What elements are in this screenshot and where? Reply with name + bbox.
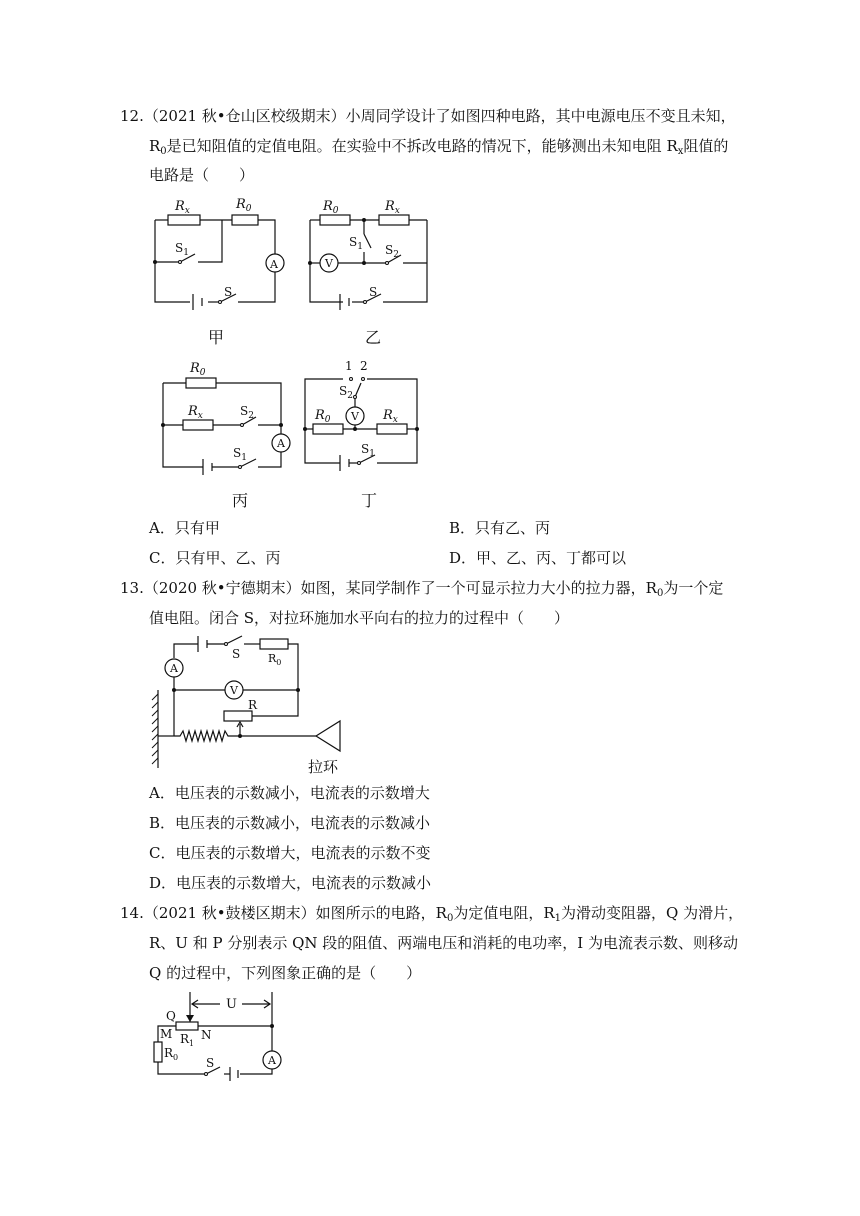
q12-option-a[interactable]: A．只有甲 <box>149 519 220 537</box>
q13-r0-label: $R_0$ <box>268 652 282 667</box>
q13-option-a[interactable]: A．电压表的示数减小，电流表的示数增大 <box>149 784 430 802</box>
q13-pull-ring-label: 拉环 <box>308 758 339 776</box>
jia-r0-label: $R_0$ <box>236 197 252 214</box>
q14-ammeter-label: A <box>268 1054 276 1067</box>
q13-option-b[interactable]: B．电压表的示数减小，电流表的示数减小 <box>149 814 431 832</box>
caption-ding: 丁 <box>361 491 378 510</box>
ding-rx-label: $R_x$ <box>383 408 398 425</box>
circuit-jia-diagram <box>140 190 300 320</box>
q14-n-label: N <box>201 1028 212 1042</box>
q12-option-d[interactable]: D．甲、乙、丙、丁都可以 <box>449 549 627 567</box>
q13-option-c[interactable]: C．电压表的示数增大，电流表的示数不变 <box>149 844 431 862</box>
yi-rx-label: $R_x$ <box>385 199 400 216</box>
bing-rx-label: $R_x$ <box>188 404 203 421</box>
q13-switch-label: S <box>232 647 241 661</box>
q12-line3: 电路是（ ） <box>149 166 255 184</box>
q14-line3: Q 的过程中，下列图象正确的是（ ） <box>149 964 422 982</box>
bing-r0-label: $R_0$ <box>190 361 206 378</box>
yi-s2-label: $S_2$ <box>385 243 399 260</box>
bing-s2-label: $S_2$ <box>240 404 254 421</box>
q13-option-d[interactable]: D．电压表的示数增大，电流表的示数减小 <box>149 874 432 892</box>
tension-meter-diagram <box>148 632 378 777</box>
bing-ammeter-label: A <box>277 437 285 450</box>
q12-line2: $R_0$是已知阻值的定值电阻。在实验中不拆改电路的情况下，能够测出未知电阻 $R_x$阻值的 <box>149 137 729 157</box>
q14-r1-label: $R_1$ <box>180 1032 195 1048</box>
ding-label-2: 2 <box>360 359 368 373</box>
jia-s1-label: $S_1$ <box>175 241 189 258</box>
jia-ammeter-label: A <box>270 258 278 271</box>
ding-r0-label: $R_0$ <box>315 408 331 425</box>
q14-switch-label: S <box>206 1056 215 1070</box>
q12-option-c[interactable]: C．只有甲、乙、丙 <box>149 549 281 567</box>
q12-line1: 12.（2021 秋•仓山区校级期末）小周同学设计了如图四种电路，其中电源电压不变且未知， <box>120 107 736 125</box>
caption-bing: 丙 <box>232 491 249 510</box>
ding-s2-label: $S_2$ <box>339 384 353 401</box>
q13-line1: 13.（2020 秋•宁德期末）如图，某同学制作了一个可显示拉力大小的拉力器，$R_0$为一个定 <box>120 579 724 599</box>
q13-voltmeter-label: V <box>230 684 238 697</box>
caption-jia: 甲 <box>208 328 225 347</box>
yi-r0-label: $R_0$ <box>323 199 339 216</box>
jia-rx-label: $R_x$ <box>175 199 190 216</box>
q14-m-label: M <box>160 1027 173 1041</box>
jia-s-label: S <box>224 285 233 299</box>
yi-s-label: S <box>369 285 378 299</box>
ding-voltmeter-label: V <box>351 410 359 423</box>
q14-line2: R、U 和 P 分别表示 QN 段的阻值、两端电压和消耗的电功率，I 为电流表示数、则移动 <box>149 934 738 952</box>
yi-voltmeter-label: V <box>325 257 333 270</box>
ding-s1-label: $S_1$ <box>361 442 375 459</box>
q14-u-label: U <box>226 997 237 1012</box>
q14-circuit-diagram <box>148 990 288 1075</box>
q13-ammeter-label: A <box>170 662 178 675</box>
caption-yi: 乙 <box>365 328 382 347</box>
yi-s1-label: $S_1$ <box>349 235 363 252</box>
circuit-bing-diagram <box>148 355 298 485</box>
q13-r-label: R <box>248 698 258 712</box>
q14-line1: 14.（2021 秋•鼓楼区期末）如图所示的电路，$R_0$为定值电阻，$R_1$为滑动变阻器，Q 为滑片， <box>120 904 744 924</box>
q14-r0-label: $R_0$ <box>164 1046 179 1062</box>
circuit-yi-diagram <box>295 190 445 320</box>
circuit-ding-diagram <box>295 355 435 485</box>
q12-option-b[interactable]: B．只有乙、丙 <box>449 519 551 537</box>
q14-q-label: Q <box>166 1009 176 1023</box>
q13-line2: 值电阻。闭合 S，对拉环施加水平向右的拉力的过程中（ ） <box>149 609 570 627</box>
bing-s1-label: $S_1$ <box>233 446 247 463</box>
ding-label-1: 1 <box>345 359 353 373</box>
